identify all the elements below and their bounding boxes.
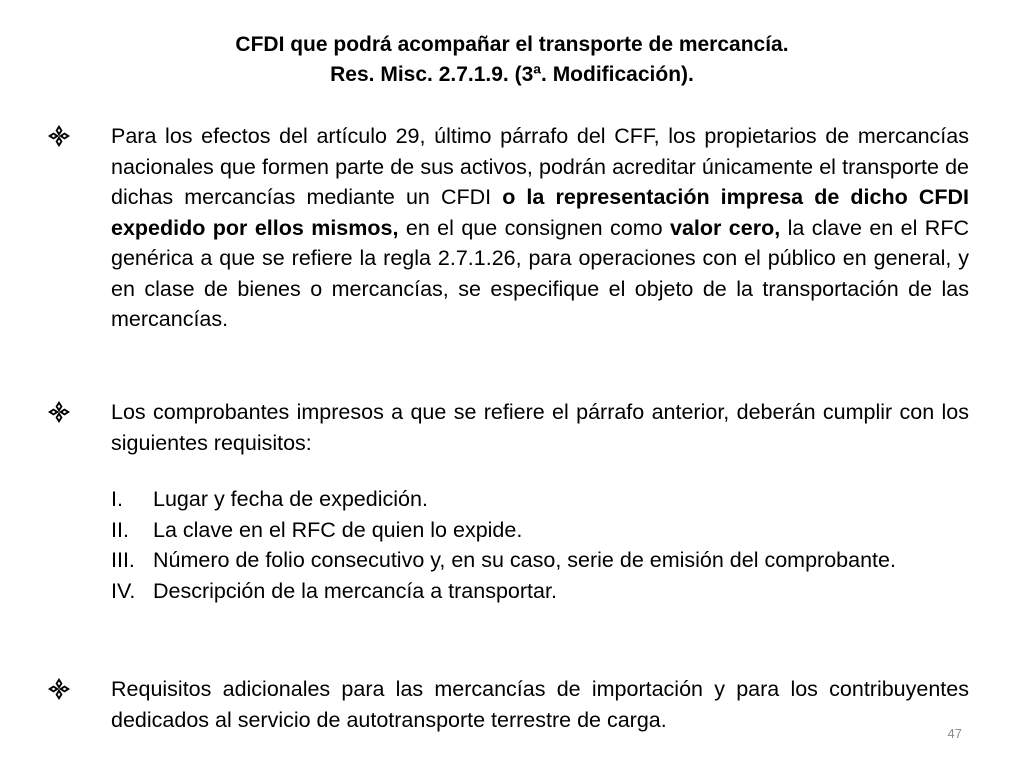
requirement-item-2 (111, 515, 969, 546)
requirement-item-4 (111, 576, 969, 607)
bullet-text-3 (111, 674, 969, 735)
bullet-text-1 (111, 121, 969, 335)
bullet-1-text-part-3: en el que consignen como (398, 215, 671, 240)
four-diamond-star-icon (48, 678, 70, 700)
page-number: 47 (947, 726, 962, 741)
bullet-1-bold-valor-cero: valor cero, (670, 215, 781, 240)
bullet-1-text-part-5: la clave en el RFC genérica a que se refiere la regla 2.7.1.26, para operaciones con el público en general, y en clase de bienes o mercancías, se especifique el objeto de la transportación de las mercancías. (111, 215, 969, 331)
requirement-item-3 (111, 545, 969, 576)
requirement-text: Descripción de la mercancía a transportar. (153, 578, 557, 603)
requirements-list (111, 484, 969, 606)
bullet-2-text: Los comprobantes impresos a que se refiere el párrafo anterior, deberán cumplir con los siguientes requisitos: (111, 400, 969, 455)
slide-title (0, 30, 1024, 90)
four-diamond-star-icon (48, 125, 70, 147)
requirement-number: II. (111, 517, 129, 542)
requirement-number: IV. (111, 578, 136, 603)
bullet-3-text: Requisitos adicionales para las mercancías de importación y para los contribuyentes dedicados al servicio de autotransporte terrestre de carga. (111, 677, 969, 732)
requirement-text: La clave en el RFC de quien lo expide. (153, 517, 523, 542)
requirement-number: III. (111, 548, 135, 572)
bullet-text-2 (111, 397, 969, 458)
title-line-1: CFDI que podrá acompañar el transporte de mercancía. (235, 33, 789, 56)
bullet-1-bold-representacion: o la representación impresa de dicho CFDI expedido por ellos mismos, (111, 185, 969, 240)
requirement-item-1 (111, 484, 969, 515)
requirement-text: Número de folio consecutivo y, en su caso, serie de emisión del comprobante. (153, 548, 896, 572)
bullet-1-text-part-1: Para los efectos del artículo 29, último párrafo del CFF, los propietarios de mercancías nacionales que formen parte de sus activos, podrán acreditar únicamente el transporte de dichas mercancías mediante un CFDI (111, 124, 969, 209)
requirement-text: Lugar y fecha de expedición. (153, 487, 428, 511)
four-diamond-star-icon (48, 401, 70, 423)
requirement-number: I. (111, 487, 123, 511)
title-line-2: Res. Misc. 2.7.1.9. (3ª. Modificación). (330, 63, 694, 86)
